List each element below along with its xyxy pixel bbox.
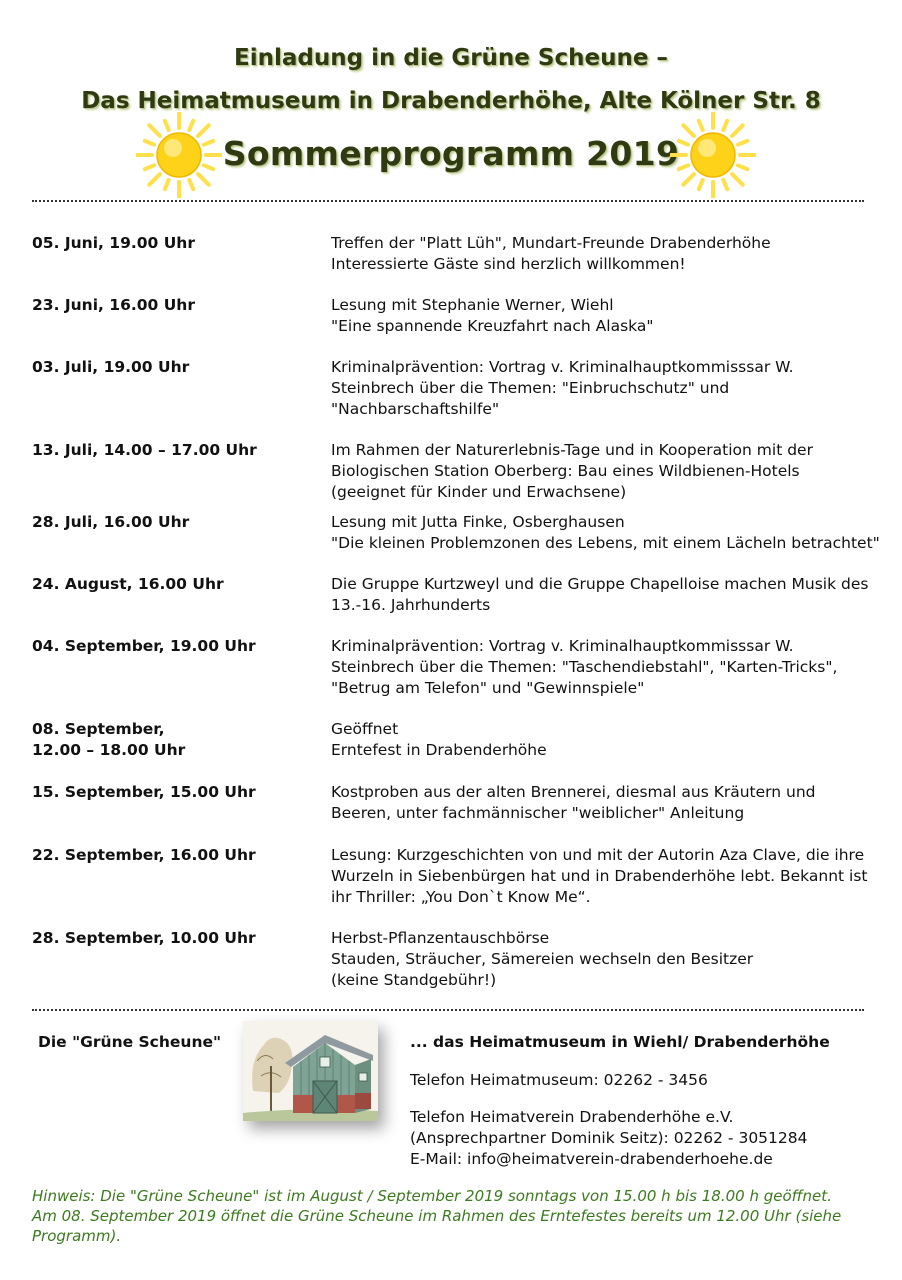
event-description — [331, 233, 876, 275]
event-description-line: Wurzeln in Siebenbürgen hat und in Drabenderhöhe lebt. Bekannt ist — [331, 867, 868, 885]
event-date — [32, 440, 312, 461]
verein-phone: Telefon Heimatverein Drabenderhöhe e.V. — [410, 1108, 734, 1126]
event-description-line: Kostproben aus der alten Brennerei, diesmal aus Kräutern und — [331, 783, 816, 801]
event-date-line: 13. Juli, 14.00 – 17.00 Uhr — [32, 441, 257, 459]
event-description — [331, 574, 876, 616]
event-date-line: 12.00 – 18.00 Uhr — [32, 741, 186, 759]
event-description-line: Kriminalprävention: Vortrag v. Kriminalhauptkommisssar W. — [331, 637, 794, 655]
event-date — [32, 512, 312, 533]
event-description-line: "Eine spannende Kreuzfahrt nach Alaska" — [331, 317, 654, 335]
event-description-line: Lesung mit Stephanie Werner, Wiehl — [331, 296, 614, 314]
event-date-line: 03. Juli, 19.00 Uhr — [32, 358, 190, 376]
event-description-line: ihr Thriller: „You Don`t Know Me“. — [331, 888, 591, 906]
event-description — [331, 845, 876, 908]
hint-line: Am 08. September 2019 öffnet die Grüne Scheune im Rahmen des Erntefestes bereits um 12.00 Uhr (siehe — [32, 1207, 842, 1225]
event-description — [331, 440, 876, 503]
event-date-line: 08. September, — [32, 720, 165, 738]
event-date-line: 04. September, 19.00 Uhr — [32, 637, 256, 655]
event-date — [32, 719, 312, 761]
sun-icon — [136, 112, 222, 198]
verein-contact — [410, 1107, 807, 1170]
event-description-line: (geeignet für Kinder und Erwachsene) — [331, 483, 627, 501]
event-date — [32, 782, 312, 803]
title-line-1: Einladung in die Grüne Scheune – — [234, 45, 668, 71]
event-description-line: Lesung: Kurzgeschichten von und mit der Autorin Aza Clave, die ihre — [331, 846, 865, 864]
event-date-line: 22. September, 16.00 Uhr — [32, 846, 256, 864]
scheune-label: Die "Grüne Scheune" — [38, 1033, 222, 1051]
event-description-line: Beeren, unter fachmännischer "weiblicher" Anleitung — [331, 804, 745, 822]
event-date — [32, 636, 312, 657]
event-date-line: 28. September, 10.00 Uhr — [32, 929, 256, 947]
event-description-line: Erntefest in Drabenderhöhe — [331, 741, 547, 759]
event-description-line: Stauden, Sträucher, Sämereien wechseln den Besitzer — [331, 950, 754, 968]
event-description-line: Interessierte Gäste sind herzlich willkommen! — [331, 255, 686, 273]
event-date-line: 15. September, 15.00 Uhr — [32, 783, 256, 801]
event-description — [331, 928, 876, 991]
hint-line: Programm). — [32, 1227, 122, 1245]
event-description — [331, 357, 876, 420]
event-description-line: Im Rahmen der Naturerlebnis-Tage und in Kooperation mit der — [331, 441, 813, 459]
event-date-line: 28. Juli, 16.00 Uhr — [32, 513, 190, 531]
event-description-line: "Nachbarschaftshilfe" — [331, 400, 500, 418]
museum-title: ... das Heimatmuseum in Wiehl/ Drabenderhöhe — [410, 1033, 830, 1051]
event-description-line: Steinbrech über die Themen: "Einbruchschutz" und — [331, 379, 730, 397]
event-date — [32, 574, 312, 595]
event-description-line: (keine Standgebühr!) — [331, 971, 497, 989]
event-description-line: Treffen der "Platt Lüh", Mundart-Freunde Drabenderhöhe — [331, 234, 771, 252]
event-description — [331, 512, 880, 554]
event-description — [331, 782, 876, 824]
event-date-line: 24. August, 16.00 Uhr — [32, 575, 224, 593]
dotted-divider — [32, 1009, 864, 1011]
event-description — [331, 636, 876, 699]
event-date-line: 23. Juni, 16.00 Uhr — [32, 296, 195, 314]
event-description-line: Die Gruppe Kurtzweyl und die Gruppe Chapelloise machen Musik des — [331, 575, 869, 593]
event-date-line: 05. Juni, 19.00 Uhr — [32, 234, 195, 252]
event-description-line: 13.-16. Jahrhunderts — [331, 596, 491, 614]
barn-illustration — [243, 1021, 378, 1121]
event-date — [32, 295, 312, 316]
event-date — [32, 233, 312, 254]
event-description-line: Kriminalprävention: Vortrag v. Kriminalhauptkommisssar W. — [331, 358, 794, 376]
event-description-line: Herbst-Pflanzentauschbörse — [331, 929, 550, 947]
sun-icon — [670, 112, 756, 198]
dotted-divider — [32, 200, 864, 202]
event-description-line: Biologischen Station Oberberg: Bau eines Wildbienen-Hotels — [331, 462, 800, 480]
event-date — [32, 928, 312, 949]
event-date — [32, 357, 312, 378]
event-description-line: Geöffnet — [331, 720, 399, 738]
hint-line: Hinweis: Die "Grüne Scheune" ist im August / September 2019 sonntags von 15.00 h bis 18.00 h geöffnet. — [32, 1187, 832, 1205]
event-description-line: Steinbrech über die Themen: "Taschendiebstahl", "Karten-Tricks", — [331, 658, 838, 676]
verein-email[interactable]: E-Mail: info@heimatverein-drabenderhoehe.de — [410, 1150, 773, 1168]
event-description — [331, 719, 876, 761]
event-date — [32, 845, 312, 866]
title-line-2: Das Heimatmuseum in Drabenderhöhe, Alte Kölner Str. 8 — [81, 88, 821, 114]
event-description-line: Lesung mit Jutta Finke, Osberghausen — [331, 513, 625, 531]
phone-museum: Telefon Heimatmuseum: 02262 - 3456 — [410, 1071, 708, 1089]
program-title: Sommerprogramm 2019 — [222, 134, 680, 173]
event-description-line: "Die kleinen Problemzonen des Lebens, mit einem Lächeln betrachtet" — [331, 534, 880, 552]
event-description — [331, 295, 876, 337]
opening-hours-hint — [32, 1186, 882, 1246]
event-description-line: "Betrug am Telefon" und "Gewinnspiele" — [331, 679, 645, 697]
verein-contact-person: (Ansprechpartner Dominik Seitz): 02262 - 3051284 — [410, 1129, 808, 1147]
